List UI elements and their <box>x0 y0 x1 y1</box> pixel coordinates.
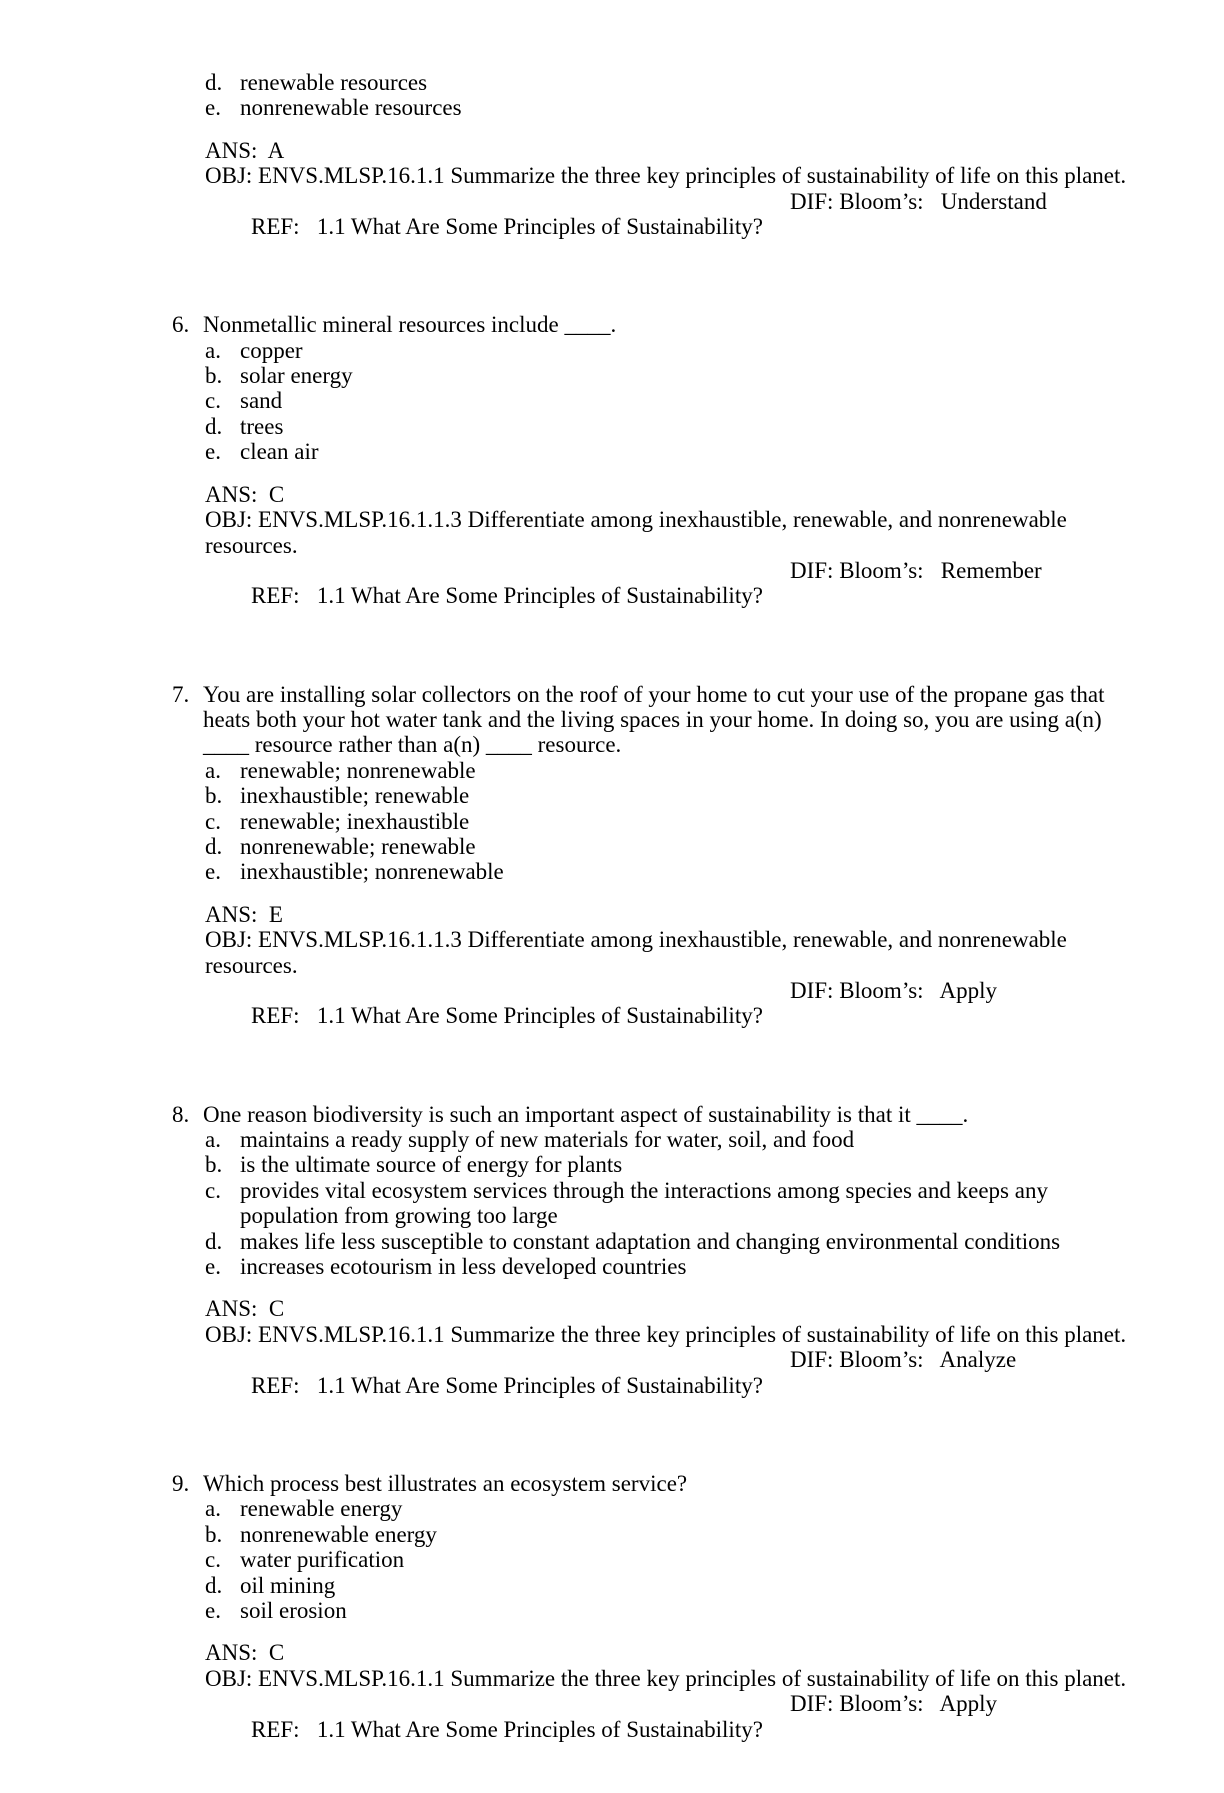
option-d <box>205 1229 1224 1254</box>
option-line: inexhaustible; renewable <box>240 783 470 809</box>
option-letter: c. <box>205 388 221 414</box>
option-text <box>240 1254 686 1279</box>
stem-line: You are installing solar collectors on the roof of your home to cut your use of the propane gas that <box>203 681 1105 707</box>
option-a <box>205 338 1224 363</box>
option-line: inexhaustible; nonrenewable <box>240 859 504 885</box>
option-letter: e. <box>205 1254 221 1280</box>
obj-line: OBJ: ENVS.MLSP.16.1.1 Summarize the three key principles of sustainability of life on this planet. <box>205 1321 1127 1347</box>
option-text <box>240 95 462 120</box>
ans-line: ANS: E <box>205 901 283 927</box>
question-stem <box>203 1102 968 1127</box>
option-b <box>205 363 1224 388</box>
option-a <box>205 758 1224 783</box>
dif-text: DIF: Bloom’s: Apply <box>790 978 998 1003</box>
option-line: renewable; inexhaustible <box>240 808 470 834</box>
option-line: nonrenewable resources <box>240 95 462 121</box>
option-line: soil erosion <box>240 1597 347 1623</box>
option-line: solar energy <box>240 363 353 389</box>
option-line: maintains a ready supply of new materials for water, soil, and food <box>240 1127 855 1153</box>
answer-block <box>205 1640 1224 1792</box>
option-a <box>205 1496 1224 1521</box>
obj-line-2: resources. <box>205 952 298 978</box>
option-line: nonrenewable; renewable <box>240 833 476 859</box>
ans-line: ANS: A <box>205 137 285 163</box>
option-letter: c. <box>205 808 221 834</box>
option-text <box>240 783 469 808</box>
option-text <box>240 1229 1060 1254</box>
question-9 <box>0 1471 1224 1793</box>
option-text <box>240 363 353 388</box>
option-line: copper <box>240 337 303 363</box>
option-letter: c. <box>205 1547 221 1573</box>
ref-line <box>205 189 1224 291</box>
obj-line: OBJ: ENVS.MLSP.16.1.1 Summarize the three key principles of sustainability of life on this planet. <box>205 1665 1127 1691</box>
question-6 <box>0 312 1224 659</box>
dif-text: DIF: Bloom’s: Remember <box>790 557 1042 583</box>
option-letter: e. <box>205 1597 221 1623</box>
option-line: is the ultimate source of energy for plants <box>240 1152 623 1178</box>
option-letter: b. <box>205 363 223 389</box>
stem-line: ____ resource rather than a(n) ____ resource. <box>203 732 622 758</box>
option-line: provides vital ecosystem services through the interactions among species and keeps any <box>240 1177 1048 1203</box>
option-text <box>240 1522 437 1547</box>
option-c <box>205 1178 1224 1229</box>
option-letter: b. <box>205 783 223 809</box>
question-number: 6. <box>172 312 190 338</box>
ref-text: REF: 1.1 What Are Some Principles of Sustainability? <box>251 1003 763 1029</box>
question-stem-row <box>172 1102 1224 1127</box>
answer-block <box>205 1296 1224 1448</box>
question-stem <box>203 1471 687 1496</box>
option-text <box>240 1127 854 1152</box>
stem-line: Which process best illustrates an ecosystem service? <box>203 1470 688 1496</box>
ref-line <box>205 1691 1224 1793</box>
stem-line: One reason biodiversity is such an important aspect of sustainability is that it ____. <box>203 1101 969 1127</box>
option-text <box>240 834 476 859</box>
option-line: renewable resources <box>240 70 428 95</box>
option-letter: e. <box>205 439 221 465</box>
option-letter: a. <box>205 1127 221 1153</box>
answer-block <box>205 482 1224 660</box>
option-line: increases ecotourism in less developed countries <box>240 1254 687 1280</box>
option-letter: c. <box>205 1177 221 1203</box>
option-text <box>240 388 282 413</box>
option-line: sand <box>240 388 283 414</box>
option-letter: b. <box>205 1152 223 1178</box>
option-text <box>240 1152 622 1177</box>
option-letter: a. <box>205 757 221 783</box>
question-stem-row <box>172 1471 1224 1496</box>
question-number: 8. <box>172 1101 190 1127</box>
option-letter: e. <box>205 859 221 885</box>
option-letter: d. <box>205 70 223 95</box>
obj-line: OBJ: ENVS.MLSP.16.1.1 Summarize the three key principles of sustainability of life on this planet. <box>205 163 1127 189</box>
option-text <box>240 1573 335 1598</box>
answer-block <box>205 138 1224 290</box>
option-text <box>240 414 283 439</box>
option-letter: d. <box>205 1572 223 1598</box>
question-number: 9. <box>172 1470 190 1496</box>
ref-line <box>205 558 1224 660</box>
option-text <box>240 1598 347 1623</box>
stem-line: Nonmetallic mineral resources include ____. <box>203 312 617 338</box>
option-c <box>205 1547 1224 1572</box>
option-letter: d. <box>205 1228 223 1254</box>
option-text <box>240 1178 1048 1229</box>
obj-line: OBJ: ENVS.MLSP.16.1.1.3 Differentiate among inexhaustible, renewable, and nonrenewable <box>205 507 1067 533</box>
ans-line: ANS: C <box>205 1296 285 1322</box>
question-8 <box>0 1102 1224 1449</box>
option-d <box>205 834 1224 859</box>
option-e <box>205 1598 1224 1623</box>
option-line: water purification <box>240 1547 405 1573</box>
option-c <box>205 809 1224 834</box>
option-e <box>205 95 1224 120</box>
ref-line <box>205 1347 1224 1449</box>
option-e <box>205 1254 1224 1279</box>
dif-text: DIF: Bloom’s: Apply <box>790 1691 998 1717</box>
option-text <box>240 1547 404 1572</box>
ref-text: REF: 1.1 What Are Some Principles of Sustainability? <box>251 1716 763 1742</box>
option-e <box>205 859 1224 884</box>
option-line: renewable energy <box>240 1496 403 1522</box>
option-letter: e. <box>205 95 221 121</box>
dif-text: DIF: Bloom’s: Analyze <box>790 1347 1017 1373</box>
question-7 <box>0 682 1224 1080</box>
option-line: trees <box>240 413 284 439</box>
option-letter: b. <box>205 1521 223 1547</box>
obj-line: OBJ: ENVS.MLSP.16.1.1.3 Differentiate among inexhaustible, renewable, and nonrenewable <box>205 927 1067 953</box>
question-stem <box>203 312 616 337</box>
option-text <box>240 70 427 95</box>
ans-line: ANS: C <box>205 481 285 507</box>
option-text <box>240 338 303 363</box>
ref-text: REF: 1.1 What Are Some Principles of Sustainability? <box>251 1372 763 1398</box>
question-5-tail <box>0 70 1224 290</box>
option-line: nonrenewable energy <box>240 1521 437 1547</box>
option-text <box>240 758 476 783</box>
option-letter: d. <box>205 413 223 439</box>
ref-text: REF: 1.1 What Are Some Principles of Sustainability? <box>251 214 763 240</box>
question-stem <box>203 682 1104 758</box>
option-c <box>205 388 1224 413</box>
option-text <box>240 1496 402 1521</box>
option-b <box>205 1522 1224 1547</box>
option-b <box>205 1152 1224 1177</box>
option-d <box>205 1573 1224 1598</box>
option-line: oil mining <box>240 1572 336 1598</box>
answer-block <box>205 902 1224 1080</box>
obj-line-2: resources. <box>205 532 298 558</box>
option-text <box>240 439 319 464</box>
option-e <box>205 439 1224 464</box>
question-stem-row <box>172 312 1224 337</box>
question-stem-row <box>172 682 1224 758</box>
option-text <box>240 809 469 834</box>
option-a <box>205 1127 1224 1152</box>
ref-line <box>205 978 1224 1080</box>
ref-text: REF: 1.1 What Are Some Principles of Sustainability? <box>251 583 763 609</box>
option-line: renewable; nonrenewable <box>240 757 476 783</box>
option-b <box>205 783 1224 808</box>
option-line-2: population from growing too large <box>240 1203 558 1229</box>
question-number: 7. <box>172 681 190 707</box>
option-d <box>205 414 1224 439</box>
option-line: clean air <box>240 439 319 465</box>
option-line: makes life less susceptible to constant adaptation and changing environmental conditions <box>240 1228 1061 1254</box>
option-d <box>205 70 1224 95</box>
option-letter: a. <box>205 1496 221 1522</box>
option-text <box>240 859 504 884</box>
dif-text: DIF: Bloom’s: Understand <box>790 188 1047 214</box>
option-letter: a. <box>205 337 221 363</box>
ans-line: ANS: C <box>205 1640 285 1666</box>
stem-line: heats both your hot water tank and the living spaces in your home. In doing so, you are using a(n) <box>203 706 1102 732</box>
option-letter: d. <box>205 833 223 859</box>
